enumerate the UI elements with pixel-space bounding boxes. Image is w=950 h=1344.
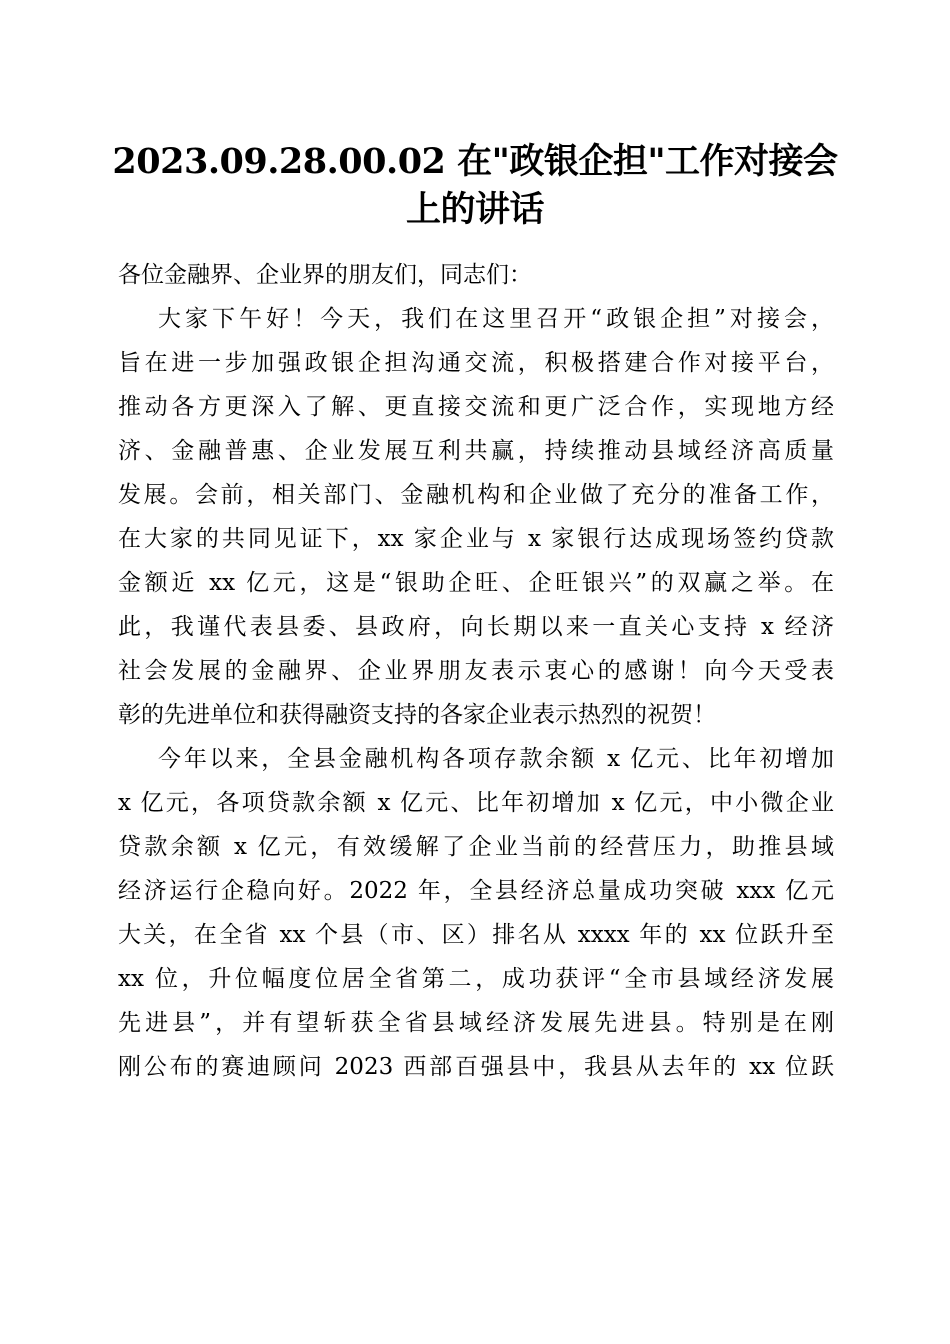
paragraph-1-line: 旨在进一步加强政银企担沟通交流，积极搭建合作对接平台， <box>118 350 834 376</box>
document-body <box>118 253 834 1089</box>
paragraph-2-line: 大关，在全省 xx 个县（市、区）排名从 xxxx 年的 xx 位跃升至 <box>118 922 834 948</box>
paragraph-1-line: 在大家的共同见证下，xx 家企业与 x 家银行达成现场签约贷款 <box>118 526 834 552</box>
paragraph-1-line: 彰的先进单位和获得融资支持的各家企业表示热烈的祝贺！ <box>118 702 716 728</box>
paragraph-1-line: 大家下午好！今天，我们在这里召开“政银企担”对接会， <box>158 306 834 332</box>
paragraph-2-line: 经济运行企稳向好。2022 年，全县经济总量成功突破 xxx 亿元 <box>118 878 834 904</box>
paragraph-1-line: 推动各方更深入了解、更直接交流和更广泛合作，实现地方经 <box>118 394 834 420</box>
salutation: 各位金融界、企业界的朋友们，同志们： <box>118 262 532 288</box>
paragraph-2-line: 刚公布的赛迪顾问 2023 西部百强县中，我县从去年的 xx 位跃 <box>118 1054 834 1080</box>
paragraph-2-line: x 亿元，各项贷款余额 x 亿元、比年初增加 x 亿元，中小微企业 <box>118 790 834 816</box>
document-title <box>100 138 850 234</box>
paragraph-2-line: 今年以来，全县金融机构各项存款余额 x 亿元、比年初增加 <box>158 746 834 772</box>
paragraph-1-line: 金额近 xx 亿元，这是“银助企旺、企旺银兴”的双赢之举。在 <box>118 570 834 596</box>
paragraph-1-line: 济、金融普惠、企业发展互利共赢，持续推动县域经济高质量 <box>118 438 834 464</box>
paragraph-2-line: 先进县”，并有望斩获全省县域经济发展先进县。特别是在刚 <box>118 1010 834 1036</box>
title-line-1: 2023.09.28.00.02 在"政银企担"工作对接会 <box>112 141 838 182</box>
paragraph-1-line: 此，我谨代表县委、县政府，向长期以来一直关心支持 x 经济 <box>118 614 834 640</box>
title-line-2: 上的讲话 <box>405 189 544 230</box>
paragraph-1-line: 发展。会前，相关部门、金融机构和企业做了充分的准备工作， <box>118 482 834 508</box>
paragraph-2-line: xx 位，升位幅度位居全省第二，成功获评“全市县域经济发展 <box>118 966 834 992</box>
paragraph-1-line: 社会发展的金融界、企业界朋友表示衷心的感谢！向今天受表 <box>118 658 834 684</box>
paragraph-2-line: 贷款余额 x 亿元，有效缓解了企业当前的经营压力，助推县域 <box>118 834 834 860</box>
